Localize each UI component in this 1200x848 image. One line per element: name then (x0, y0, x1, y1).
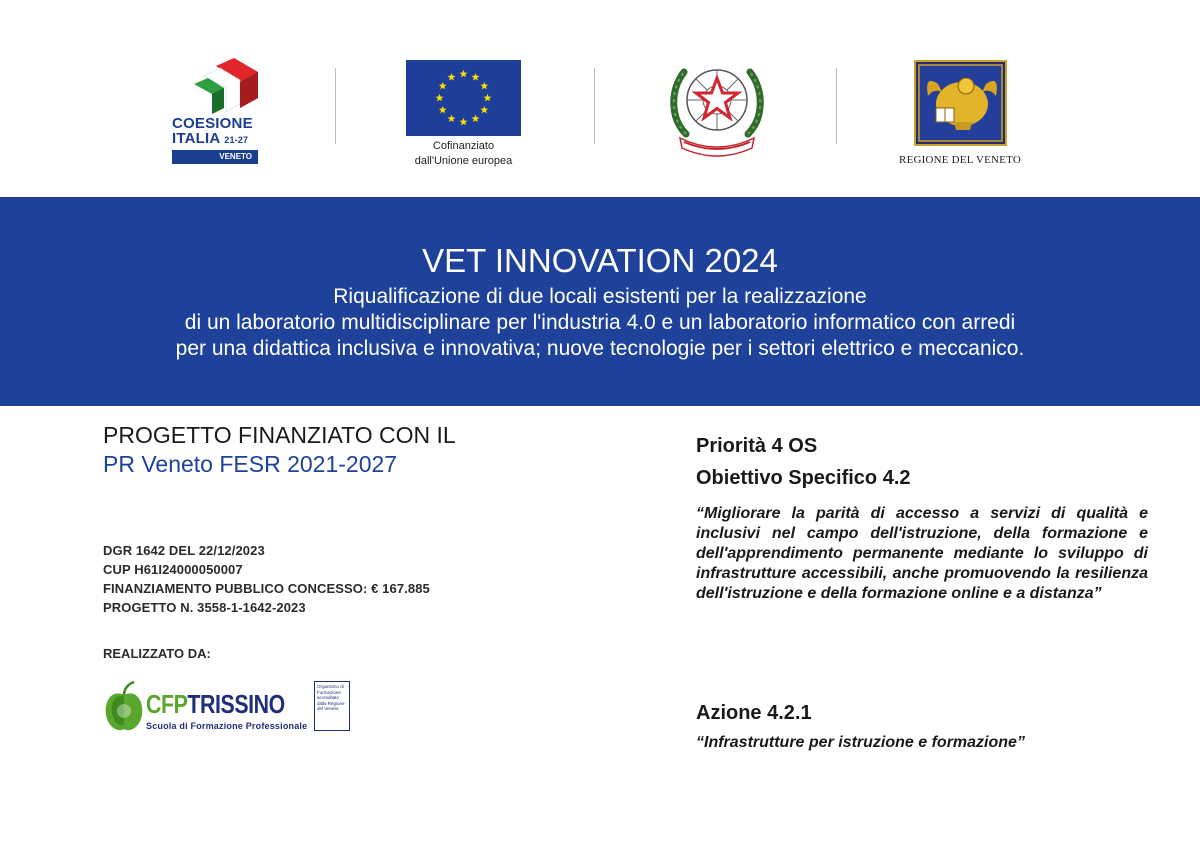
azione-heading: Azione 4.2.1 (696, 702, 812, 724)
cfp-accreditation-badge: Organismo di Formazione accreditato dalla Regione del Veneto (314, 681, 350, 731)
logo-divider (335, 68, 336, 144)
eu-star-icon (448, 115, 456, 123)
banner-title: VET INNOVATION 2024 (422, 242, 778, 279)
regione-veneto-crest-icon (914, 60, 1007, 146)
logo-strip (0, 0, 1200, 197)
realizzato-label: REALIZZATO DA: (103, 646, 211, 661)
coesione-line1: COESIONE (172, 115, 253, 132)
eu-star-icon (472, 73, 480, 81)
progetto-line: PROGETTO N. 3558-1-1642-2023 (103, 600, 306, 615)
banner-line-3: per una didattica inclusiva e innovativa; nuove tecnologie per i settori elettrico e meccanico. (175, 337, 1025, 360)
logo-divider (594, 68, 595, 144)
eu-caption-line2: dall'Unione europea (414, 155, 513, 167)
coesione-mark-icon (190, 58, 262, 114)
banner-line-1: Riqualificazione di due locali esistenti per la realizzazione (333, 285, 867, 308)
eu-star-icon (480, 82, 488, 90)
eu-star-icon (439, 106, 447, 114)
eu-caption (380, 139, 547, 169)
azione-quote: “Infrastrutture per istruzione e formazione” (696, 734, 1025, 751)
coesione-line2: ITALIA (172, 130, 220, 147)
cfp-tagline: Scuola di Formazione Professionale (146, 721, 308, 731)
eu-star-icon (436, 94, 444, 102)
priorita-heading: Priorità 4 OS (696, 435, 818, 457)
funding-heading: PROGETTO FINANZIATO CON IL (103, 422, 456, 448)
funding-program: PR Veneto FESR 2021-2027 (103, 451, 398, 477)
coesione-years: 21-27 (224, 135, 249, 145)
coesione-veneto-badge: VENETO (172, 150, 258, 164)
cup-line: CUP H61I24000050007 (103, 562, 243, 577)
funding-heading-block (103, 421, 623, 479)
cfp-name-part2: TRISSINO (187, 689, 285, 719)
eu-star-icon (472, 115, 480, 123)
eu-star-icon (480, 106, 488, 114)
obiettivo-heading: Obiettivo Specifico 4.2 (696, 467, 911, 489)
eu-stars-icon (406, 60, 521, 136)
regione-veneto-caption: REGIONE DEL VENETO (899, 154, 1021, 166)
repubblica-italiana-emblem-icon (666, 56, 768, 158)
obiettivo-quote: “Migliorare la parità di accesso a servizi di qualità e inclusivi nel campo dell'istruzione, della formazione e dell'apprendimento permanente mediante lo sviluppo di infrastrutture accessibili, anche promuovendo la resilienza dell'istruzione e della formazione online e a distanza” (696, 505, 1148, 602)
finanziamento-line: FINANZIAMENTO PUBBLICO CONCESSO: € 167.885 (103, 581, 430, 596)
objective-block (696, 430, 1148, 604)
cfp-trissino-logo (104, 681, 354, 737)
coesione-wordmark (172, 116, 253, 148)
cfp-wordmark (146, 691, 285, 717)
eu-caption-line1: Cofinanziato (432, 140, 495, 152)
eu-star-icon (460, 70, 468, 78)
eu-flag-icon (406, 60, 521, 136)
logo-divider (836, 68, 837, 144)
project-banner (0, 197, 1200, 406)
banner-description (0, 284, 1200, 362)
dgr-line: DGR 1642 DEL 22/12/2023 (103, 543, 265, 558)
eu-star-icon (448, 73, 456, 81)
cfp-apple-icon (104, 681, 144, 735)
eu-star-icon (439, 82, 447, 90)
project-details (103, 541, 430, 617)
cfp-name-part1: CFP (146, 689, 188, 719)
eu-star-icon (484, 94, 492, 102)
eu-star-icon (460, 118, 468, 126)
coesione-italia-logo (172, 58, 272, 168)
banner-line-2: di un laboratorio multidisciplinare per l'industria 4.0 e un laboratorio informatico con arredi (184, 311, 1016, 334)
